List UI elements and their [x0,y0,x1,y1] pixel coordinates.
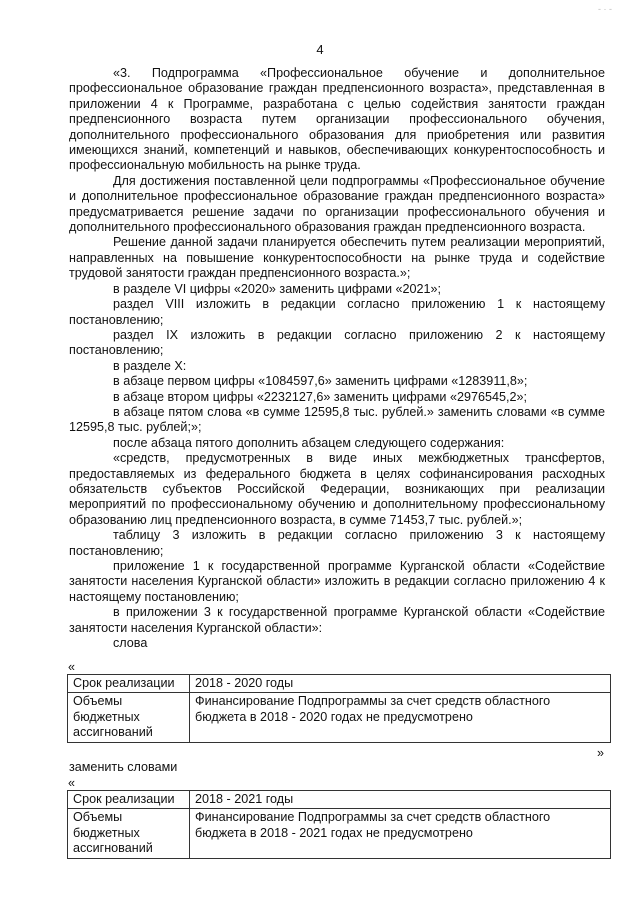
paragraph: Решение данной задачи планируется обеспечить путем реализации мероприятий, направленных на повышение конкурентоспособности на рынке труда и содействие трудовой занятости граждан предпенсионного возраста.»; [69,235,605,281]
quote-open-mark: « [68,660,76,674]
paragraph: в разделе X: [113,358,187,373]
table-cell-label: Объемы бюджетных ассигнований [68,809,190,858]
paragraph: Для достижения поставленной цели подпрограммы «Профессиональное обучение и дополнительное профессиональное образование граждан предпенсионного возраста» предусматривается решение задачи по организации профессионального обучения и дополнительного профессионального образования граждан предпенсионного возраста. [69,173,605,235]
paragraph: раздел VIII изложить в редакции согласно приложению 1 к настоящему постановлению; [69,297,605,327]
table-row [68,675,611,693]
table-cell-value: Финансирование Подпрограммы за счет средств областного бюджета в 2018 - 2021 годах не предусмотрено [190,809,611,858]
table-new [67,790,611,859]
corner-mark: - · - [598,4,612,14]
table-cell-label: Срок реализации [68,675,190,693]
table-cell-label: Объемы бюджетных ассигнований [68,693,190,742]
paragraph: слова [113,636,148,651]
quote-close-mark: » [597,746,605,760]
paragraph: раздел IX изложить в редакции согласно приложению 2 к настоящему постановлению; [69,327,605,358]
paragraph: после абзаца пятого дополнить абзацем следующего содержания: [113,435,505,450]
paragraph: в приложении 3 к государственной программе Курганской области «Содействие занятости населения Курганской области»: [69,605,605,635]
table-cell-label: Срок реализации [68,791,190,809]
replace-label: заменить словами [69,760,178,774]
table-cell-value: 2018 - 2020 годы [190,675,611,693]
table-cell-value: Финансирование Подпрограммы за счет средств областного бюджета в 2018 - 2020 годах не предусмотрено [190,693,611,742]
table-row [68,791,611,809]
page-number: 4 [316,42,324,57]
paragraph: приложение 1 к государственной программе Курганской области «Содействие занятости населения Курганской области» изложить в редакции согласно приложению 4 к настоящему постановлению; [69,559,605,604]
paragraph: в абзаце пятом слова «в сумме 12595,8 тыс. рублей.» заменить словами «в сумме 12595,8 тыс. рублей;»; [69,404,605,435]
paragraph: в абзаце втором цифры «2232127,6» заменить цифрами «2976545,2»; [113,389,528,404]
table-row [68,693,611,742]
paragraph: «средств, предусмотренных в виде иных межбюджетных трансфертов, предоставляемых из федерального бюджета в целях софинансирования расходных обязательств субъектов Российской Федерации, возникающих при реализации мероприятий по профессиональному обучению и дополнительному профессиональному образованию лиц предпенсионного возраста, в сумме 71453,7 тыс. рублей.»; [69,451,605,527]
paragraph: «3. Подпрограмма «Профессиональное обучение и дополнительное профессиональное образование граждан предпенсионного возраста», представленная в приложении 4 к Программе, разработана с целью содействия занятости граждан предпенсионного возраста путем организации профессионального обучения, дополнительного профессионального образования для приобретения или развития имеющихся знаний, компетенций и навыков, обеспечивающих конкурентоспособность и профессиональную мобильность на рынке труда. [69,66,605,173]
paragraph: в разделе VI цифры «2020» заменить цифрами «2021»; [113,281,442,296]
body-text [69,66,605,651]
table-row [68,809,611,858]
quote-open-mark: « [68,776,76,790]
table-cell-value: 2018 - 2021 годы [190,791,611,809]
paragraph: в абзаце первом цифры «1084597,6» заменить цифрами «1283911,8»; [113,374,528,389]
paragraph: таблицу 3 изложить в редакции согласно приложению 3 к настоящему постановлению; [69,528,605,558]
table-old [67,674,611,743]
